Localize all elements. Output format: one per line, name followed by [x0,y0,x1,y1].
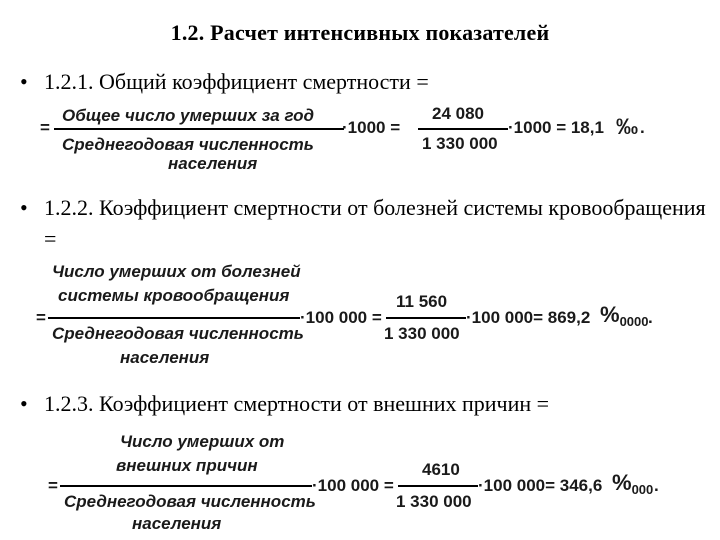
bullet-text: 1.2.1. Общий коэффициент смертности = [44,69,429,94]
period: . [648,308,653,327]
unit-zeros: 000 [631,482,654,497]
denominator-label-2: населения [120,348,210,367]
numerator-label: Число умерших от болезней [52,262,301,281]
denominator-label: Среднегодовая численность [62,135,314,154]
result-value: ·1000 = 18,1 [508,118,604,137]
unit-zeros: 0000 [619,314,649,329]
per-hundred-thousand-sign [600,302,648,329]
equals-sign: = [36,308,46,327]
bullet-marker: • [20,391,28,416]
bullet-text: 1.2.2. Коэффициент смертности от болезней системы кровообращения = [44,195,706,251]
numerator-label-2: внешних причин [116,456,258,475]
bullet-marker: • [20,195,28,220]
result-value: ·100 000= 869,2 [466,308,591,327]
denominator-label: Среднегодовая численность [52,324,304,343]
slide-title: 1.2. Расчет интенсивных показателей [170,20,550,45]
multiplier: ·1000 = [342,118,401,137]
result-value: ·100 000= 346,6 [478,476,603,495]
denominator-value: 1 330 000 [384,324,460,343]
equals-sign: = [40,118,50,137]
period: . [640,118,645,137]
fraction-bar-values [398,485,478,487]
multiplier: ·100 000 = [300,308,382,327]
fraction-bar-values [386,317,466,319]
denominator-label: Среднегодовая численность [64,492,316,511]
numerator-label: Число умерших от [120,432,285,451]
denominator-label-2: населения [132,514,222,533]
bullet-text: 1.2.3. Коэффициент смертности от внешних причин = [44,391,550,416]
denominator-value: 1 330 000 [396,492,472,511]
period: . [654,476,659,495]
denominator-label-2: населения [168,154,258,173]
percent-sign: % [600,302,620,327]
numerator-value: 24 080 [432,104,484,123]
fraction-bar [48,317,300,319]
formula-general-mortality [40,100,660,180]
multiplier: ·100 000 = [312,476,394,495]
fraction-bar [54,128,344,130]
equals-sign: = [48,476,58,495]
per-hundred-thousand-sign [612,470,653,497]
formula-external-mortality [48,432,668,537]
numerator-value: 11 560 [396,292,448,311]
numerator-label-2: системы кровообращения [58,286,290,305]
percent-sign: % [612,470,632,495]
fraction-bar-values [418,128,508,130]
denominator-value: 1 330 000 [422,134,498,153]
formula-circulatory-mortality [36,262,656,372]
numerator-value: 4610 [422,460,460,479]
fraction-bar [60,485,312,487]
numerator-label: Общее число умерших за год [62,106,315,125]
bullet-marker: • [20,69,28,94]
promille-sign: ‰ [616,114,638,139]
